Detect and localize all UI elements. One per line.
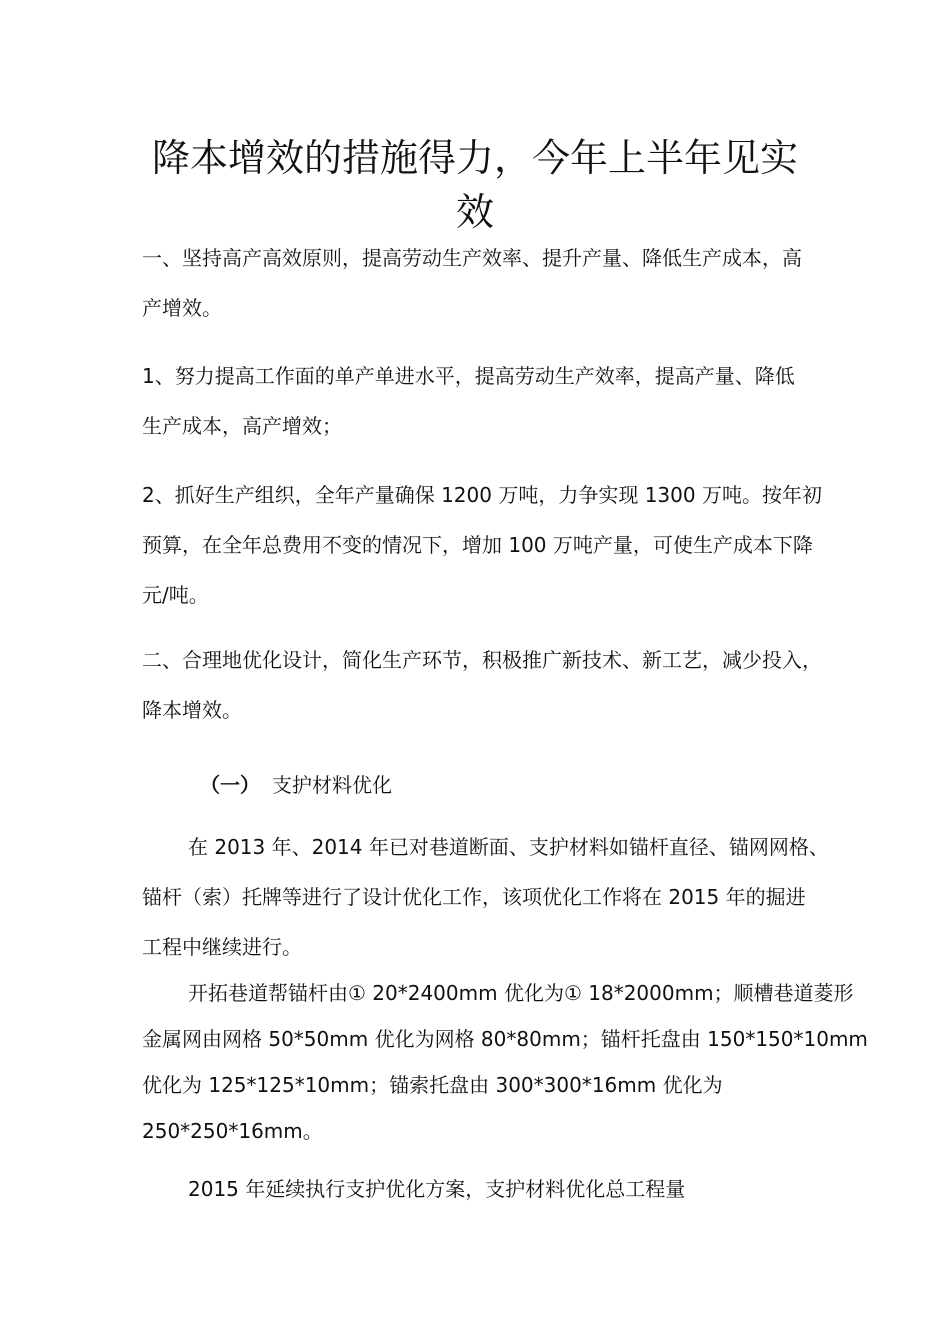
- item-1-paragraph: [142, 351, 902, 451]
- specs-line-4: 250*250*16mm。: [142, 1119, 323, 1143]
- history-line-3: 工程中继续进行。: [142, 935, 302, 959]
- specs-paragraph: [142, 970, 902, 1154]
- section-2-line-2: 降本增效。: [142, 698, 242, 722]
- item-1-line-1: 1、努力提高工作面的单产单进水平，提高劳动生产效率，提高产量、降低: [142, 364, 795, 388]
- title-line-2: 效: [455, 190, 494, 235]
- item-2-line-2: 预算，在全年总费用不变的情况下，增加 100 万吨产量，可使生产成本下降: [142, 533, 813, 557]
- title-line-1: 降本增效的措施得力，今年上半年见实: [151, 136, 798, 181]
- section-2-heading: [142, 635, 902, 735]
- specs-line-2: 金属网由网格 50*50mm 优化为网格 80*80mm；锚杆托盘由 150*150*10mm: [142, 1027, 868, 1051]
- document-title: [120, 131, 830, 239]
- history-line-2: 锚杆（索）托牌等进行了设计优化工作，该项优化工作将在 2015 年的掘进: [142, 885, 806, 909]
- subsection-1-number: （一）: [200, 773, 260, 797]
- history-line-1: 在 2013 年、2014 年已对巷道断面、支护材料如锚杆直径、锚网网格、: [188, 835, 829, 859]
- specs-line-3: 优化为 125*125*10mm；锚索托盘由 300*300*16mm 优化为: [142, 1073, 723, 1097]
- item-2-line-3: 元/吨。: [142, 583, 209, 607]
- subsection-1-heading: [200, 760, 392, 810]
- item-2-line-1: 2、抓好生产组织，全年产量确保 1200 万吨，力争实现 1300 万吨。按年初: [142, 483, 822, 507]
- subsection-1-text: 支护材料优化: [272, 773, 392, 797]
- section-1-line-2: 产增效。: [142, 296, 222, 320]
- item-1-line-2: 生产成本，高产增效；: [142, 414, 342, 438]
- section-2-line-1: 二、合理地优化设计，简化生产环节，积极推广新技术、新工艺，减少投入，: [142, 648, 822, 672]
- item-2-paragraph: [142, 470, 902, 620]
- section-1-heading: [142, 233, 902, 333]
- section-1-line-1: 一、坚持高产高效原则，提高劳动生产效率、提升产量、降低生产成本，高: [142, 246, 802, 270]
- plan-2015-paragraph: [142, 1164, 902, 1214]
- history-paragraph: [142, 822, 902, 972]
- specs-line-1: 开拓巷道帮锚杆由① 20*2400mm 优化为① 18*2000mm；顺槽巷道菱形: [188, 981, 854, 1005]
- plan-2015-line-1: 2015 年延续执行支护优化方案，支护材料优化总工程量: [188, 1177, 686, 1201]
